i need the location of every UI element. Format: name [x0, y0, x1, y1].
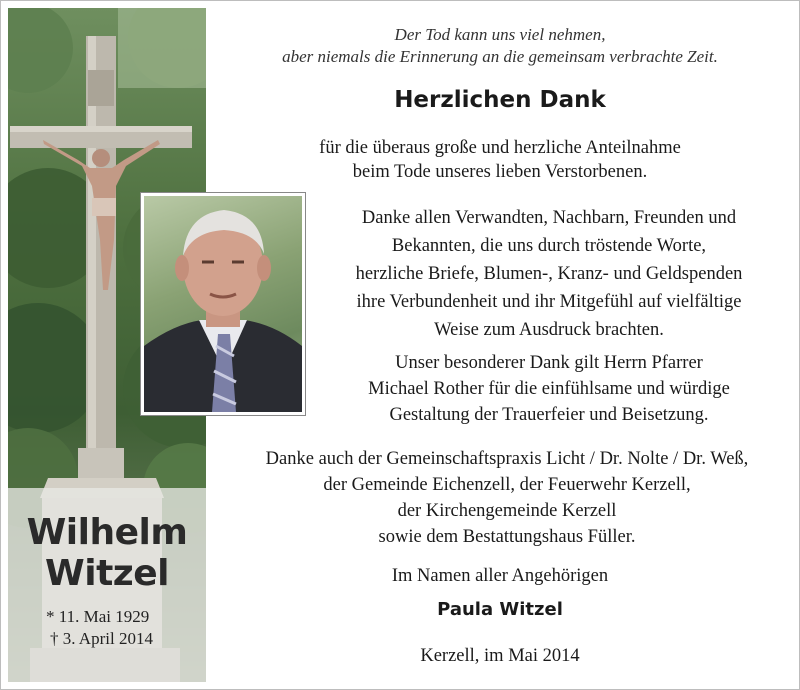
signer-name: Paula Witzel: [437, 599, 563, 620]
headline: Herzlichen Dank: [394, 87, 606, 113]
deceased-first-name: Wilhelm: [26, 512, 188, 553]
paragraph-line: Michael Rother für die einfühlsame und würdige: [368, 379, 730, 399]
paragraph-line: herzliche Briefe, Blumen-, Kranz- und Geldspenden: [355, 264, 743, 284]
paragraph-line: Danke auch der Gemeinschaftspraxis Licht / Dr. Nolte / Dr. Weß,: [265, 449, 749, 469]
on-behalf-line: Im Namen aller Angehörigen: [391, 566, 609, 586]
paragraph-line: der Kirchengemeinde Kerzell: [397, 501, 617, 521]
paragraph-line: Gestaltung der Trauerfeier und Beisetzung.: [389, 405, 709, 425]
portrait-illustration: [144, 196, 302, 412]
life-dates: [46, 606, 206, 650]
quote-line-1: Der Tod kann uns viel nehmen,: [394, 25, 606, 44]
death-date: † 3. April 2014: [50, 629, 153, 648]
intro-line-2: beim Tode unseres lieben Verstorbenen.: [352, 162, 648, 182]
birth-date: * 11. Mai 1929: [46, 607, 150, 626]
thanks-paragraph-pastor: [314, 350, 784, 428]
paragraph-line: der Gemeinde Eichenzell, der Feuerwehr Kerzell,: [323, 475, 691, 495]
thanks-paragraph-relatives: [314, 204, 784, 344]
place-date: Kerzell, im Mai 2014: [420, 646, 580, 666]
paragraph-line: ihre Verbundenheit und ihr Mitgefühl auf vielfältige: [356, 292, 742, 312]
paragraph-line: Bekannten, die uns durch tröstende Worte,: [391, 236, 707, 256]
quote-line-2: aber niemals die Erinnerung an die gemeinsam verbrachte Zeit.: [282, 47, 718, 66]
thanks-paragraph-institutions: [222, 446, 792, 550]
paragraph-line: Danke allen Verwandten, Nachbarn, Freunden und: [361, 208, 737, 228]
deceased-last-name: Witzel: [45, 553, 169, 594]
paragraph-line: sowie dem Bestattungshaus Füller.: [378, 527, 636, 547]
intro: [230, 136, 770, 184]
intro-line-1: für die überaus große und herzliche Anteilnahme: [319, 138, 681, 158]
paragraph-line: Weise zum Ausdruck brachten.: [434, 320, 664, 340]
paragraph-line: Unser besonderer Dank gilt Herrn Pfarrer: [395, 353, 703, 373]
portrait-photo: [140, 192, 306, 416]
quote: [230, 24, 770, 68]
